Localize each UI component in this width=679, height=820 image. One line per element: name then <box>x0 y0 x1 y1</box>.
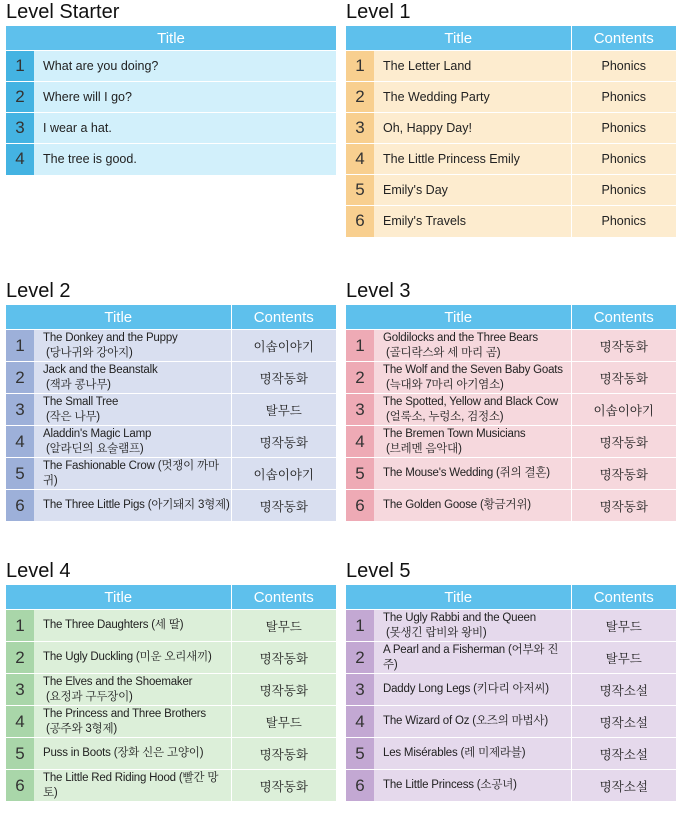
row-number: 5 <box>6 738 34 770</box>
row-contents: Phonics <box>571 82 676 113</box>
row-number: 1 <box>346 330 374 362</box>
row-title-cell <box>374 362 571 394</box>
row-contents: 명작동화 <box>571 490 676 522</box>
row-title-cell <box>34 362 231 394</box>
row-title: The Little Princess Emily <box>383 151 520 166</box>
row-number: 4 <box>6 706 34 738</box>
level-2-panel <box>6 279 336 521</box>
table-row <box>6 770 336 802</box>
table-row <box>346 738 676 770</box>
row-title: The Three Little Pigs (아기돼지 3형제) <box>43 499 230 511</box>
row-title: Emily's Day <box>383 182 448 197</box>
row-contents: 명작동화 <box>231 426 336 458</box>
row-contents: 명작동화 <box>231 770 336 802</box>
row-title-cell <box>34 82 336 113</box>
level-3-panel <box>346 279 676 521</box>
level-3-table <box>346 305 676 521</box>
row-title-cell <box>374 113 571 144</box>
row-contents: 명작소설 <box>571 738 676 770</box>
header-title: Title <box>346 585 571 610</box>
row-title: The Three Daughters (세 딸) <box>43 619 184 631</box>
row-contents: 탈무드 <box>231 610 336 642</box>
row-title-cell <box>34 330 231 362</box>
table-row <box>346 362 676 394</box>
row-title: The Donkey and the Puppy <box>43 331 178 344</box>
row-title: The Bremen Town Musicians <box>383 427 526 440</box>
row-contents: 탈무드 <box>231 394 336 426</box>
table-row <box>6 610 336 642</box>
row-number: 1 <box>6 330 34 362</box>
row-contents: 탈무드 <box>571 642 676 674</box>
header-contents: Contents <box>231 305 336 330</box>
level-2-heading: Level 2 <box>6 280 71 302</box>
level-starter-panel <box>6 0 336 175</box>
row-title-cell <box>34 144 336 175</box>
level-1-table <box>346 26 676 237</box>
row-title: The Wizard of Oz (오즈의 마법사) <box>383 715 548 727</box>
table-row <box>346 51 676 82</box>
table-row <box>6 113 336 144</box>
row-title: The Wedding Party <box>383 89 490 104</box>
row-number: 2 <box>6 642 34 674</box>
row-title-cell <box>374 144 571 175</box>
row-title-korean: (요정과 구두장이) <box>46 690 133 703</box>
row-title-cell <box>34 394 231 426</box>
row-number: 5 <box>6 458 34 490</box>
row-contents: 명작소설 <box>571 706 676 738</box>
row-contents: Phonics <box>571 175 676 206</box>
row-contents: 명작소설 <box>571 674 676 706</box>
row-title-cell <box>34 642 231 674</box>
row-number: 3 <box>346 674 374 706</box>
row-number: 2 <box>346 82 374 113</box>
table-row <box>346 175 676 206</box>
row-title-cell <box>374 674 571 706</box>
row-contents: Phonics <box>571 144 676 175</box>
row-title-cell <box>374 706 571 738</box>
table-row <box>346 770 676 802</box>
level-3-heading: Level 3 <box>346 280 411 302</box>
row-title-korean: (공주와 3형제) <box>46 722 117 735</box>
row-number: 3 <box>346 113 374 144</box>
row-number: 6 <box>346 490 374 522</box>
row-title-cell <box>34 426 231 458</box>
level-5-table <box>346 585 676 801</box>
row-number: 1 <box>346 610 374 642</box>
row-title: The Golden Goose (황금거위) <box>383 499 531 511</box>
row-contents: 명작동화 <box>231 490 336 522</box>
row-number: 1 <box>346 51 374 82</box>
row-title-korean: (당나귀와 강아지) <box>46 346 133 359</box>
row-number: 4 <box>346 706 374 738</box>
row-contents: 탈무드 <box>231 706 336 738</box>
table-row <box>6 706 336 738</box>
header-title: Title <box>346 305 571 330</box>
row-title-cell <box>34 113 336 144</box>
table-header <box>6 305 336 330</box>
row-number: 4 <box>346 426 374 458</box>
table-row <box>6 642 336 674</box>
row-title-cell <box>374 330 571 362</box>
table-row <box>6 738 336 770</box>
row-title: The Mouse's Wedding (쥐의 결혼) <box>383 467 550 479</box>
row-title-korean: (얼룩소, 누렁소, 검정소) <box>386 410 504 423</box>
row-number: 1 <box>6 51 34 82</box>
row-contents: 이솝이야기 <box>571 394 676 426</box>
row-title: The Elves and the Shoemaker <box>43 675 193 688</box>
row-title-cell <box>374 610 571 642</box>
table-row <box>346 642 676 674</box>
table-row <box>6 330 336 362</box>
header-title: Title <box>6 305 231 330</box>
row-title: The Small Tree <box>43 395 119 408</box>
header-title: Title <box>6 585 231 610</box>
row-contents: Phonics <box>571 206 676 237</box>
row-title-cell <box>34 770 231 802</box>
table-header <box>6 585 336 610</box>
row-title-korean: (브레멘 음악대) <box>386 442 462 455</box>
row-title: The Little Princess (소공녀) <box>383 779 517 791</box>
row-title-cell <box>374 51 571 82</box>
level-starter-heading: Level Starter <box>6 1 120 23</box>
row-title: The Fashionable Crow (멋쟁이 까마귀) <box>43 459 219 487</box>
row-number: 2 <box>6 362 34 394</box>
row-contents: 명작동화 <box>231 674 336 706</box>
row-contents: Phonics <box>571 113 676 144</box>
row-contents: 명작동화 <box>231 738 336 770</box>
row-title: Aladdin's Magic Lamp <box>43 427 152 440</box>
table-row <box>346 394 676 426</box>
row-contents: 이솝이야기 <box>231 330 336 362</box>
table-row <box>6 458 336 490</box>
table-row <box>346 674 676 706</box>
row-title: The Princess and Three Brothers <box>43 707 206 720</box>
row-title-cell <box>34 738 231 770</box>
row-title: A Pearl and a Fisherman (어부와 진주) <box>383 643 559 671</box>
header-contents: Contents <box>571 585 676 610</box>
row-title-cell <box>34 490 231 522</box>
level-1-heading: Level 1 <box>346 1 411 23</box>
table-row <box>6 51 336 82</box>
table-row <box>6 674 336 706</box>
table-row <box>346 706 676 738</box>
level-starter-table <box>6 26 336 175</box>
row-contents: 명작동화 <box>571 458 676 490</box>
table-row <box>346 458 676 490</box>
row-title-cell <box>374 82 571 113</box>
row-title-cell <box>34 674 231 706</box>
header-contents: Contents <box>231 585 336 610</box>
table-row <box>346 113 676 144</box>
row-number: 5 <box>346 175 374 206</box>
table-row <box>346 426 676 458</box>
row-title: What are you doing? <box>43 58 159 73</box>
row-number: 4 <box>6 144 34 175</box>
row-title-cell <box>374 175 571 206</box>
table-header <box>346 585 676 610</box>
row-title: The Wolf and the Seven Baby Goats <box>383 363 563 376</box>
row-contents: 탈무드 <box>571 610 676 642</box>
row-title: The Letter Land <box>383 58 472 73</box>
level-4-panel <box>6 559 336 801</box>
row-title-korean: (잭과 콩나무) <box>46 378 111 391</box>
header-contents: Contents <box>571 305 676 330</box>
row-title: The Ugly Rabbi and the Queen <box>383 611 536 624</box>
row-number: 1 <box>6 610 34 642</box>
row-title: The Ugly Duckling (미운 오리새끼) <box>43 651 212 663</box>
row-number: 4 <box>346 144 374 175</box>
table-header <box>346 305 676 330</box>
row-title: Daddy Long Legs (키다리 아저씨) <box>383 683 549 695</box>
row-contents: 이솝이야기 <box>231 458 336 490</box>
header-title: Title <box>6 26 336 51</box>
table-row <box>346 144 676 175</box>
row-number: 5 <box>346 738 374 770</box>
table-row <box>6 362 336 394</box>
header-title: Title <box>346 26 571 51</box>
row-title-cell <box>374 206 571 237</box>
row-number: 2 <box>6 82 34 113</box>
table-header <box>346 26 676 51</box>
row-title-korean: (늑대와 7마리 아기염소) <box>386 378 504 391</box>
row-title-cell <box>374 770 571 802</box>
table-row <box>346 490 676 522</box>
level-5-panel <box>346 559 676 801</box>
row-title: I wear a hat. <box>43 120 112 135</box>
level-5-heading: Level 5 <box>346 560 411 582</box>
row-number: 4 <box>6 426 34 458</box>
row-number: 3 <box>346 394 374 426</box>
table-row <box>6 490 336 522</box>
level-2-table <box>6 305 336 521</box>
level-4-table <box>6 585 336 801</box>
row-contents: 명작동화 <box>231 642 336 674</box>
row-title-cell <box>374 642 571 674</box>
table-row <box>346 206 676 237</box>
row-title: Jack and the Beanstalk <box>43 363 158 376</box>
row-contents: 명작동화 <box>571 330 676 362</box>
table-header <box>6 26 336 51</box>
row-number: 6 <box>346 206 374 237</box>
row-title-korean: (못생긴 랍비와 왕비) <box>386 626 487 639</box>
row-contents: 명작동화 <box>571 362 676 394</box>
table-row <box>346 610 676 642</box>
row-number: 3 <box>6 394 34 426</box>
row-title-cell <box>34 610 231 642</box>
row-contents: 명작동화 <box>571 426 676 458</box>
row-title: The tree is good. <box>43 151 137 166</box>
row-contents: 명작소설 <box>571 770 676 802</box>
row-number: 6 <box>6 770 34 802</box>
row-title-cell <box>34 51 336 82</box>
row-title-cell <box>374 394 571 426</box>
row-number: 2 <box>346 362 374 394</box>
row-contents: Phonics <box>571 51 676 82</box>
row-contents: 명작동화 <box>231 362 336 394</box>
row-number: 2 <box>346 642 374 674</box>
row-title-korean: (작은 나무) <box>46 410 100 423</box>
row-number: 6 <box>6 490 34 522</box>
table-row <box>346 82 676 113</box>
row-title: Emily's Travels <box>383 213 466 228</box>
table-row <box>346 330 676 362</box>
row-number: 5 <box>346 458 374 490</box>
row-title-cell <box>374 738 571 770</box>
row-title-korean: (알라딘의 요술램프) <box>46 442 144 455</box>
table-row <box>6 144 336 175</box>
level-1-panel <box>346 0 676 237</box>
row-number: 3 <box>6 113 34 144</box>
header-contents: Contents <box>571 26 676 51</box>
row-title-korean: (골디락스와 세 마리 곰) <box>386 346 501 359</box>
row-title: The Little Red Riding Hood (빨간 망토) <box>43 771 219 799</box>
table-row <box>6 82 336 113</box>
row-title-cell <box>374 458 571 490</box>
row-title: Where will I go? <box>43 89 132 104</box>
row-number: 3 <box>6 674 34 706</box>
row-title: Les Misérables (레 미제라블) <box>383 747 526 759</box>
row-title-cell <box>374 490 571 522</box>
row-title: Oh, Happy Day! <box>383 120 472 135</box>
row-number: 6 <box>346 770 374 802</box>
level-4-heading: Level 4 <box>6 560 71 582</box>
row-title: Goldilocks and the Three Bears <box>383 331 538 344</box>
row-title-cell <box>374 426 571 458</box>
row-title-cell <box>34 458 231 490</box>
table-row <box>6 426 336 458</box>
table-row <box>6 394 336 426</box>
row-title: The Spotted, Yellow and Black Cow <box>383 395 558 408</box>
row-title-cell <box>34 706 231 738</box>
row-title: Puss in Boots (장화 신은 고양이) <box>43 747 204 759</box>
